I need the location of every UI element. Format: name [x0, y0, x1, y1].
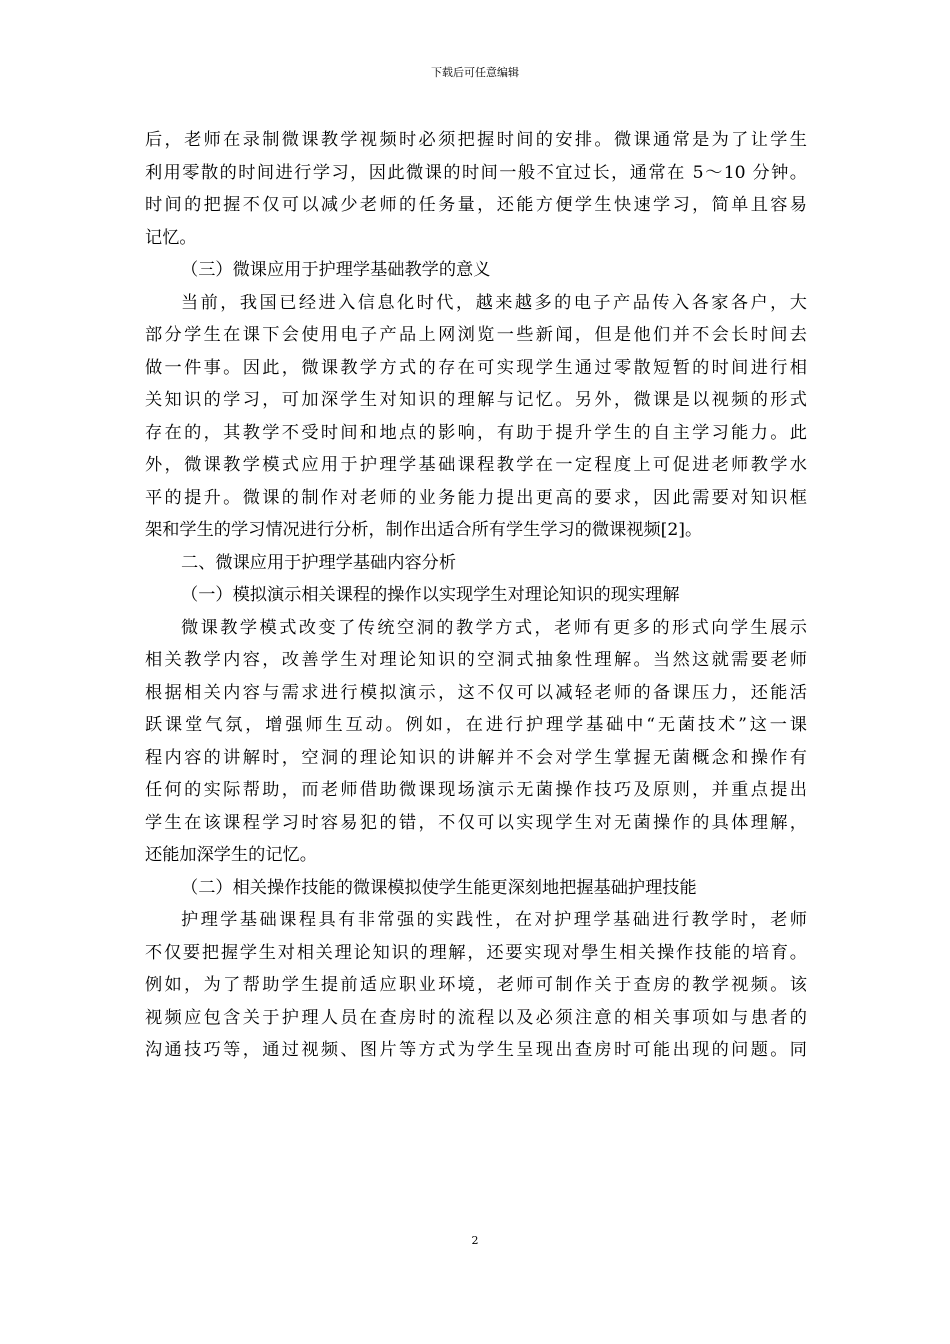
text-line: 记忆。	[145, 227, 197, 248]
text-line: 相关教学内容，改善学生对理论知识的空洞式抽象性理解。当然这就需要老师	[145, 650, 807, 670]
paragraph	[145, 612, 807, 872]
text-line: 后，老师在录制微课教学视频时必须把握时间的安排。微课通常是为了让学生	[145, 130, 807, 150]
heading-line: （三）微课应用于护理学基础教学的意义	[181, 260, 491, 280]
page-number: 2	[471, 1234, 479, 1247]
text-line: 例如，为了帮助学生提前适应职业环境，老师可制作关于查房的教学视频。该	[145, 975, 807, 995]
text-line: 部分学生在课下会使用电子产品上网浏览一些新闻，但是他们并不会长时间去	[145, 325, 807, 345]
text-line: 外，微课教学模式应用于护理学基础课程教学在一定程度上可促进老师教学水	[145, 455, 807, 475]
subsection-heading	[145, 872, 807, 905]
text-line: 视频应包含关于护理人员在查房时的流程以及必须注意的相关事项如与患者的	[145, 1007, 807, 1028]
section-heading	[145, 547, 807, 580]
text-line: 时间的把握不仅可以减少老师的任务量，还能方便学生快速学习，简单且容易	[145, 195, 807, 215]
paragraph	[145, 124, 807, 254]
text-line: 关知识的学习，可加深学生对知识的理解与记忆。另外，微课是以视频的形式	[145, 390, 807, 410]
text-line: 任何的实际帮助，而老师借助微课现场演示无菌操作技巧及原则，并重点提出	[145, 780, 807, 800]
heading-line: （一）模拟演示相关课程的操作以实现学生对理论知识的现实理解	[181, 585, 680, 605]
heading-line: 二、微课应用于护理学基础内容分析	[181, 552, 457, 573]
heading-line: （二）相关操作技能的微课模拟使学生能更深刻地把握基础护理技能	[181, 877, 697, 898]
text-line: 根据相关内容与需求进行模拟演示，这不仅可以减轻老师的备课压力，还能活	[145, 682, 807, 703]
paragraph	[145, 904, 807, 1067]
text-line: 平的提升。微课的制作对老师的业务能力提出更高的要求，因此需要对知识框	[145, 487, 807, 508]
text-line: 不仅要把握学生对相关理论知识的理解，还要实现对學生相关操作技能的培育。	[145, 942, 807, 963]
text-line: 存在的，其教学不受时间和地点的影响，有助于提升学生的自主学习能力。此	[145, 422, 807, 443]
text-line: 利用零散的时间进行学习，因此微课的时间一般不宜过长，通常在 5～10 分钟。	[145, 162, 807, 183]
subsection-heading	[145, 579, 807, 612]
section-heading	[145, 254, 807, 287]
text-line: 当前，我国已经进入信息化时代，越来越多的电子产品传入各家各户，大	[181, 292, 807, 313]
text-line: 程内容的讲解时，空洞的理论知识的讲解并不会对学生掌握无菌概念和操作有	[145, 747, 807, 768]
text-line: 学生在该课程学习时容易犯的错，不仅可以实现学生对无菌操作的具体理解，	[145, 812, 807, 833]
text-line: 做一件事。因此，微课教学方式的存在可实现学生通过零散短暂的时间进行相	[145, 357, 807, 378]
text-line: 沟通技巧等，通过视频、图片等方式为学生呈现出查房时可能出现的问题。同	[145, 1040, 807, 1060]
text-line: 还能加深学生的记忆。	[145, 845, 317, 865]
text-line: 护理学基础课程具有非常强的实践性，在对护理学基础进行教学时，老师	[181, 910, 807, 930]
body-text	[145, 124, 807, 1067]
page-header: 下载后可任意编辑	[431, 66, 519, 79]
paragraph	[145, 287, 807, 547]
text-line: 微课教学模式改变了传统空洞的教学方式，老师有更多的形式向学生展示	[181, 617, 807, 638]
text-line: 架和学生的学习情况进行分析，制作出适合所有学生学习的微课视频[2]。	[145, 520, 703, 540]
text-line: 跃课堂气氛，增强师生互动。例如，在进行护理学基础中“无菌技术”这一课	[145, 715, 807, 735]
